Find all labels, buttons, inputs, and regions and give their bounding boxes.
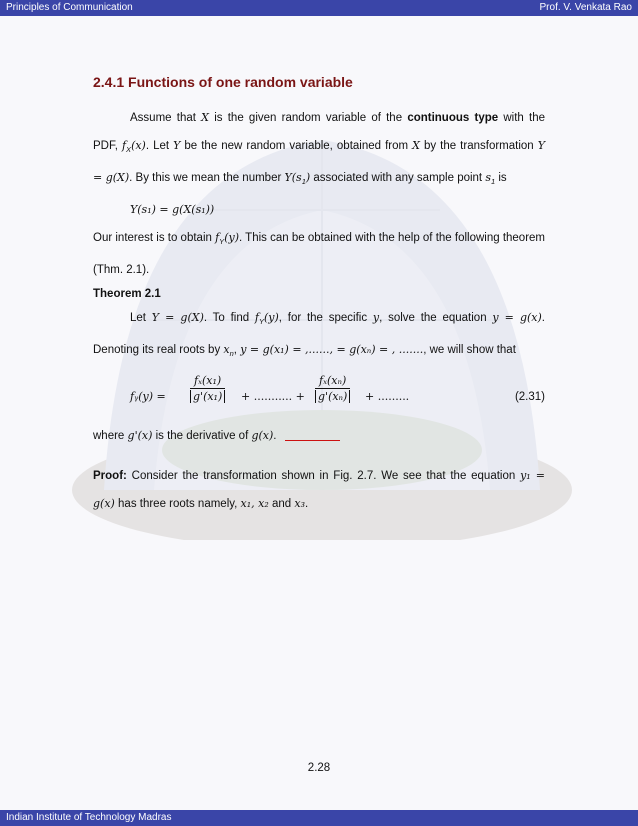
paragraph-intro: Assume that X is the given random variable of the continuous type with the PDF, $f_X(x)$. Let Y be the new random variable, obtained from X by the transformation Y = g(X). By this we mean the number $Y(s_1)$ associated with any sample point $s_1$ is (93, 110, 545, 186)
equation-lhs: fᵧ(y) = (130, 389, 166, 403)
section-heading: 2.4.1 Functions of one random variable (93, 74, 353, 90)
footer-bar (0, 810, 638, 826)
page-number: 2.28 (307, 762, 331, 774)
equation-2-31: fᵧ(y) = $\frac{\text{fₓ(x₁)}}{\text{g'(x₁)}}$ + ........... + $\frac{\text{fₓ(xₙ)}}{\text{g'(xₙ)}}$ + ......... (2.31) (130, 373, 545, 404)
fraction-term-1: $\frac{\text{fₓ(x₁)}}{\text{g'(x₁)}}$ (190, 374, 225, 405)
fraction-term-2: $\frac{\text{fₓ(xₙ)}}{\text{g'(xₙ)}}$ (315, 374, 350, 405)
red-underline-mark (285, 440, 340, 441)
bold-continuous-type: continuous type (407, 111, 499, 124)
paragraph-objective: Our interest is to obtain $f_Y(y)$. This can be obtained with the help of the following theorem (Thm. 2.1). (93, 230, 546, 276)
paragraph-proof: Proof: Consider the transformation shown in Fig. 2.7. We see that the equation y₁ = g(x) has three roots namely, x₁, x₂ and x₃. (93, 468, 545, 510)
paragraph-derivative: where g'(x) is the derivative of g(x). (93, 422, 545, 450)
equation-mapping: Y(s₁) = g(X(s₁)) (130, 202, 215, 216)
header-course-title: Principles of Communication (6, 2, 133, 13)
theorem-title: Theorem 2.1 (93, 287, 161, 300)
footer-institution: Indian Institute of Technology Madras (6, 812, 172, 823)
page-content (93, 74, 545, 518)
equation-number: (2.31) (514, 390, 545, 403)
paragraph-theorem: Let Y = g(X). To find $f_Y(y)$, for the specific y, solve the equation y = g(x). Denoting its real roots by $x_n$, y = g(x₁) = ,......, = g(xₙ) = , ......., we will show that (93, 310, 545, 358)
header-bar (0, 0, 638, 16)
proof-label: Proof: (93, 469, 127, 482)
header-author: Prof. V. Venkata Rao (539, 2, 632, 13)
